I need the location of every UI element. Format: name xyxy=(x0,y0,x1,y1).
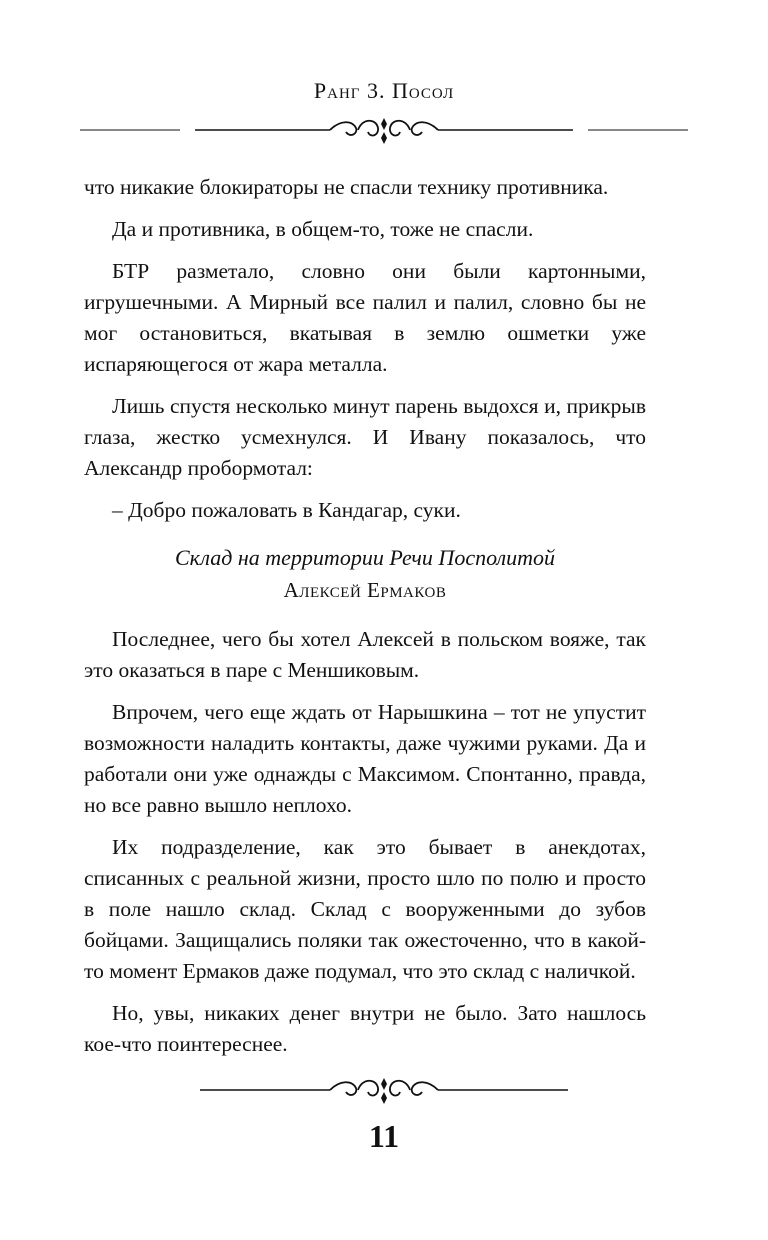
paragraph: Их подразделение, как это бывает в анекдотах, списанных с реальной жизни, просто шло по полю и просто в поле нашло склад. Склад с вооруженными до зубов бойцами. Защищались поляки так ожесточенно, что в какой-то момент Ермаков даже подумал, что это склад с наличкой. xyxy=(84,835,646,983)
paragraph: БТР разметало, словно они были картонными, игрушечными. А Мирный все палил и палил, словно бы не мог остановиться, вкатывая в землю ошметки уже испаряющегося от жара металла. xyxy=(84,259,646,376)
paragraph: Лишь спустя несколько минут парень выдохся и, прикрыв глаза, жестко усмехнулся. И Ивану показалось, что Александр пробормотал: xyxy=(84,394,646,480)
paragraph: что никакие блокираторы не спасли технику противника. xyxy=(84,175,609,199)
scene-heading xyxy=(84,542,646,606)
paragraph: Последнее, чего бы хотел Алексей в польском вояже, так это оказаться в паре с Меншиковым. xyxy=(84,627,646,682)
running-title: Ранг 3. Посол xyxy=(313,78,455,103)
flourish-icon xyxy=(0,1070,768,1110)
paragraph: Впрочем, чего еще ждать от Нарышкина – тот не упустит возможности наладить контакты, даже чужими руками. Да и работали они уже однажды с Максимом. Спонтанно, правда, но все равно вышло неплохо. xyxy=(84,700,646,817)
scene-person: Алексей Ермаков xyxy=(283,578,447,602)
paragraph: – Добро пожаловать в Кандагар, суки. xyxy=(112,498,461,522)
paragraph: Но, увы, никаких денег внутри не было. Зато нашлось кое-что поинтереснее. xyxy=(84,1001,646,1056)
scene-place: Склад на территории Речи Посполитой xyxy=(174,545,556,570)
bottom-ornament-divider xyxy=(0,1070,768,1110)
page-number: 11 xyxy=(368,1118,400,1154)
text-section-2 xyxy=(84,624,646,1071)
text-section-1 xyxy=(84,172,646,537)
top-ornament-divider xyxy=(0,110,768,150)
flourish-icon xyxy=(0,110,768,150)
paragraph: Да и противника, в общем-то, тоже не спасли. xyxy=(112,217,534,241)
